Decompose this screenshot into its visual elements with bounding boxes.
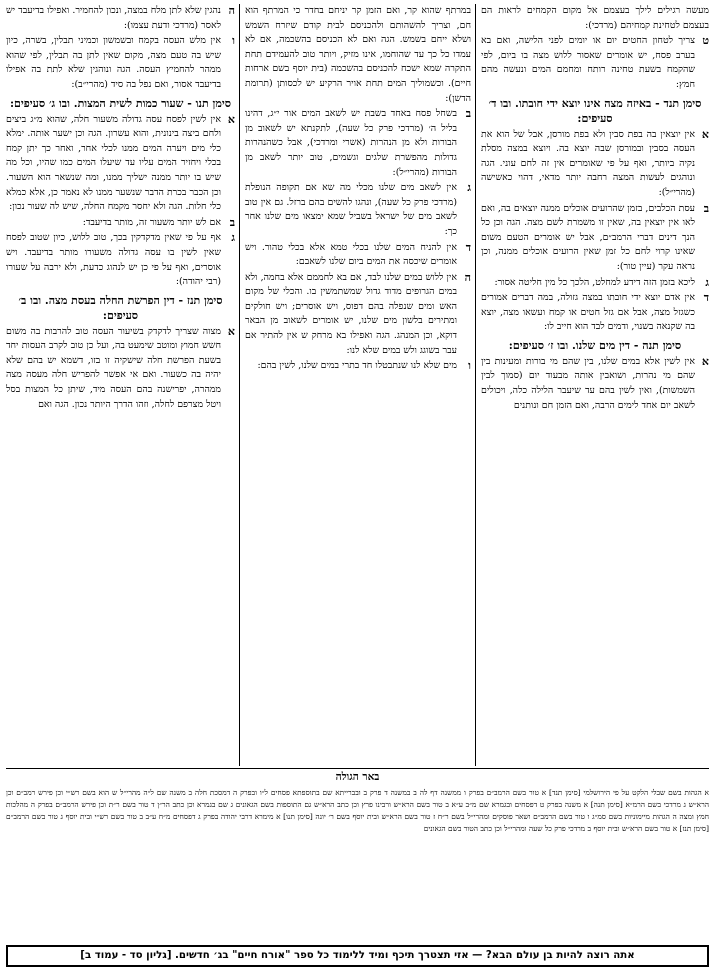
seif-text: צריך לטחון החטים יום או יומים לפני הלישה, ואם בא בערב פסח, יש אומרים שאסור ללוש מצה בו ביום, לפי שהקמח בשעת טחינה רותח ומחמם המים ונעשה מהם חמץ: bbox=[481, 35, 695, 90]
seif-text: אין לשין אלא במים שלנו, בין שהם מי בורות ומעינות בין שהם מי נהרות, ושואבין אותה מבעוד יום (סמוך לבין השמשות), ואין לשין בהם עד שיעבר הלילה כלה, ויכולים לשאב יום אחד לימים הרבה, ואם הזמן חם ונותנים bbox=[481, 355, 695, 411]
seif-letter: ד bbox=[465, 240, 471, 254]
seif-paragraph bbox=[6, 231, 235, 289]
seif-text: אין אדם יוצא ידי חובתו במצה גזולה, במה דברים אמורים כשגזל מצה, אבל אם גזל חטים או קמח ועשאו מצה, יוצא בה שקנאה בשנוי, ודמים לבד הוא חייב לו: bbox=[481, 292, 695, 333]
footnotes-text: א הגהות בשם שבלי הלקט על פי הירושלמי [סימן תנד] א טור בשם הרמב״ם בפרק ו ממשנה דף לה ב במשנה ד פרק ב ובברייתא שם בתוספתא פסחים ל״ו ובפרק ה דמסכת חלה ב משנה שם ל״ה מהרי״ל ש הוא בשם רש״י וכן פירש רמב״ם וכן הרא״ש ג מרדכי בשם הרמ״א [סימן תנה] א משנה בפרק ט דפסחים ובגמרא שם מ״ב ע״א ב טור בשם הרא״ש ורבינו פרץ וכן כתב הרא״ש גם התוספות בשם הגאונים ג שם בגמרא וכן כתב הר״ן ד טור בשם ר״ת וכן פירש הרמב״ם בפרק ה מהלכות חמץ ומצה ה הגהות מיימוניות בשם סמ״ג ו טור בשם הרמב״ם ושאר פוסקים ומהרי״ל בשם ר״ח ז טור בשם הרא״ש ובית יוסף בשם ר׳ יונה [סימן תנו] א מימרא דרבי יהודה בפרק ג דפסחים מ״ח ע״ב ב טור בשם רש״י ובית יוסף ג טור בשם הרמב״ם [סימן תנז] א טור בשם הרא״ש ובית יוסף ב מרדכי פרק כל שעה ומהרי״ל וכן כתב הטור בשם הגאונים bbox=[6, 788, 709, 833]
seif-text: אין לשין לפסח עסה גדולה משעור חלה, שהוא מ״ג ביצים ולחם ביצה בינונית, והוא עשרון. הגה וכן ישער אותה. ימלא כלי מים ויערה המים ממנו לכלי אחר, ואחר כך יתן קמח בכלי ויחזיר המים עליו עד שיעלו המים כמו שהיו, וכל מה שיש בו יותר ממנה ישליך ממנו, ומה שנשאר הוא השעור. וכן הכבר בכרת הדבר שנשער ממנו לא נאמר כן, אלא כמלא כלי חלות. הגה ולא יחסר מקמח החלה, שיש לה שעור נכון: bbox=[6, 113, 221, 213]
seif-paragraph bbox=[481, 355, 709, 413]
column-divider bbox=[239, 4, 240, 766]
seif-paragraph bbox=[245, 181, 471, 239]
footer-banner: אתה רוצה להיות בן עולם הבא? — אזי תצטרך תיכף ומיד ללימוד כל ספר "אורח חיים" בג׳ חדשים. [גליון סד - עמוד ב] bbox=[6, 945, 709, 967]
seif-text: במרתף שהוא קר, ואם הזמן קר יניחם בחדר כי המרתף הוא חם, וצריך להשהותם ולהכניסם לבית קודם שיזרח השמש ושלא ייחם בשמש. הגה ואם לא הכניסם בהשכמה, אם לא עמדו כל כך עד שהוחמו, אינו מזיק, ויותר טוב להעמידם תחת התקרה שמא ישכח להכניסם בהשכמה (בית יוסף בשם ארחות חיים). וכשמוליך המים תחת אויר הרקיע יש לכסותן (תרומת הדשן): bbox=[245, 5, 471, 104]
seif-letter: ג bbox=[467, 181, 471, 195]
seif-text: ליכא בזמן הזה דידע למחלט, הלכך כל מין חליטה אסור: bbox=[494, 276, 695, 288]
seif-paragraph bbox=[481, 34, 709, 92]
seif-text: בשחל פסח באחד בשבת יש לשאב המים אור י״ג, דהינו בליל ה׳ (מרדכי פרק כל שעה), לתקנתא יש לשאוב מן הבורות ולא מן הנהרות (אשרי ומרדכי), אבל כשהנהרות גדולות מהפשרת שלגים וגשמים, טוב יותר לשאב מן הבורות (מהרי״ל): bbox=[245, 108, 457, 178]
seif-paragraph bbox=[6, 4, 235, 33]
seif-paragraph bbox=[481, 276, 709, 291]
seif-paragraph bbox=[245, 4, 471, 106]
column-divider bbox=[475, 4, 476, 766]
seif-letter: ג bbox=[231, 231, 235, 245]
seif-letter: ה bbox=[228, 4, 235, 17]
seif-letter: ב bbox=[703, 201, 709, 215]
siman-heading: סימן תנד - באיזה מצה אינו יוצא ידי חובתו. ובו ד׳ סעיפים: bbox=[488, 96, 702, 125]
siman-heading: סימן תנה - דין מים שלנו. ובו ז׳ סעיפים: bbox=[508, 338, 682, 352]
seif-text: אין להניח המים שלנו בכלי טמא אלא בכלי טהור. ויש אומרים שיכסה את המים ביום שלנו לשאבם: bbox=[245, 241, 457, 268]
seif-letter: א bbox=[701, 354, 709, 368]
seif-text: אין יוצאין בה בפת סבין ולא בפת מורסן, אבל של הוא את העסה בסבין ובמורסן שבה יוצא בה. ויוצא במצה מסלת נקיה ביותר, ואף על פי שאומרים אין זה לחם עוני. הגה ונוהגים לעשות המצה רחבה יותר מדאי, דהוי כאשישה (מהרי״ל): bbox=[481, 128, 695, 198]
text-column-right bbox=[481, 4, 709, 766]
seif-letter: ב bbox=[465, 107, 471, 121]
seif-paragraph bbox=[481, 202, 709, 275]
siman-heading: סימן תנו - שעור כמות לשית המצות. ובו ג׳ סעיפים: bbox=[10, 96, 231, 110]
seif-letter: א bbox=[227, 112, 235, 126]
notes-title: באר הגולה bbox=[335, 771, 380, 783]
seif-letter: ה bbox=[464, 270, 471, 284]
seif-text: אין ללוש במים שלנו לבד, אם בא לחממם אלא בחמה, ולא במים הגרופים מדוד גדול שמשתמשין בו. והכלי של מקום האש ומים שנפלה בהם דפוס, ויש אוסרים; ויש חולקים ומתירים בלשון מים שלנו, יש אומרים לשאוב מן הבאר דוקא, וכן המנהג. הגה ואפילו בא מרחק ש אין להתיר אם עבר בשוגג ולש במים שלא לנו: bbox=[245, 271, 457, 356]
seif-paragraph bbox=[245, 107, 471, 180]
seif-text: אין לשאב מים שלנו מכלי מה שא אם תקופה הנופלת (מרדכי פרק כל שעה), ונהגו להשים בהם ברזל. גם אין טוב לשאב מים של ישראל בשביל שמא ימצאו מים שלנו אחר כך: bbox=[245, 182, 457, 237]
seif-paragraph bbox=[6, 325, 235, 413]
seif-paragraph bbox=[245, 271, 471, 359]
seif-letter: ג bbox=[705, 275, 709, 289]
section-divider bbox=[6, 768, 709, 769]
seif-letter: ב bbox=[229, 215, 235, 229]
seif-paragraph bbox=[481, 291, 709, 335]
seif-paragraph bbox=[481, 128, 709, 201]
seif-text: אין מלש העסה בקמח ובשמשון וכמיני תבלין, בשרה, כיון שיש בה טעם מצה, מקום שאין לתן בה תבלין, לפי שהוא ממהר להחמיץ העסה. הגה ונוהגין שלא לתת בה אפילו בדיעבד אסור, ואם נפל בה סיד (מהרי״ב): bbox=[6, 35, 221, 90]
seif-letter: ד bbox=[703, 291, 709, 305]
seif-paragraph bbox=[6, 216, 235, 231]
seif-paragraph bbox=[245, 359, 471, 374]
text-column-left bbox=[6, 4, 235, 766]
seif-text: מים שלא לנו שנתבטלו חד בתרי במים שלנו, לשין בהם: bbox=[257, 360, 457, 372]
seif-text: אף על פי שאין מדקדקין בכך, טוב ללוש, כיון שטוב לפסח שאין לשין בו עסה גדולה משעורו מותר בדיעבד. ויש אוסרים, ואף על פי כן יש לנהוג כדעת, ולא ירבה על שעורו (רבי יהודה): bbox=[6, 232, 221, 288]
seif-paragraph bbox=[245, 241, 471, 270]
seif-text: מצוה שצריך לדקדק בשיעור העסה טוב להרבות בה משום חשש חמוץ ומוטב שימעט בה, ועל כן טוב לקרב העסות יחד בשעת הפרשת חלה שישקיה זו בזו, דשמא יש בהם שלא יהיה בה כשעור. ואם אי אפשר להפריש חלה מעסה מצה ממהרה, יפרישנה בהם העסה מיד, שיתן כל המצות בסל ויטל מצרפם לחלה, וזהו הדרך היותר נכון. הגה ואם bbox=[6, 325, 221, 410]
seif-letter: ו bbox=[468, 359, 471, 373]
seif-letter: א bbox=[227, 324, 235, 338]
seif-paragraph bbox=[6, 34, 235, 92]
seif-letter: ט bbox=[702, 34, 709, 48]
seif-text: מעשה רגילים לילך בעצמם אל מקום הקמחים לראות הם בעצמם לטחינת קמחיהם (מרדכי): bbox=[481, 5, 709, 31]
document-page bbox=[6, 4, 709, 970]
seif-paragraph bbox=[481, 4, 709, 33]
text-column-middle bbox=[245, 4, 471, 766]
seif-text: נהגין שלא לתן מלח במצה, ונכון להחמיר. ואפילו בדיעבד יש לאסר (מרדכי ודעת עצמו): bbox=[6, 5, 221, 31]
seif-text: עסת הכלבים, בזמן שהרועים אוכלים ממנה יוצאים בה, ואם לאו אין יוצאין בה, שאין זו משמרת לשם מצה. הגה וכן כל הנך דינים דברי הרמב״ם, אבל יש אומרים הטעם משום שאינו קרוי לחם כל זמן שאין הרועים אוכלים ממנה, וכן נראה עקר (עיין טור): bbox=[481, 202, 695, 272]
siman-heading: סימן תנז - דין הפרשת החלה בעסת מצה. ובו ב׳ סעיפים: bbox=[18, 293, 223, 322]
seif-letter: א bbox=[701, 127, 709, 141]
seif-text: אם לש יותר משעור זה, מותר בדיעבד: bbox=[82, 216, 221, 228]
seif-letter: ו bbox=[232, 34, 235, 48]
seif-paragraph bbox=[6, 113, 235, 215]
